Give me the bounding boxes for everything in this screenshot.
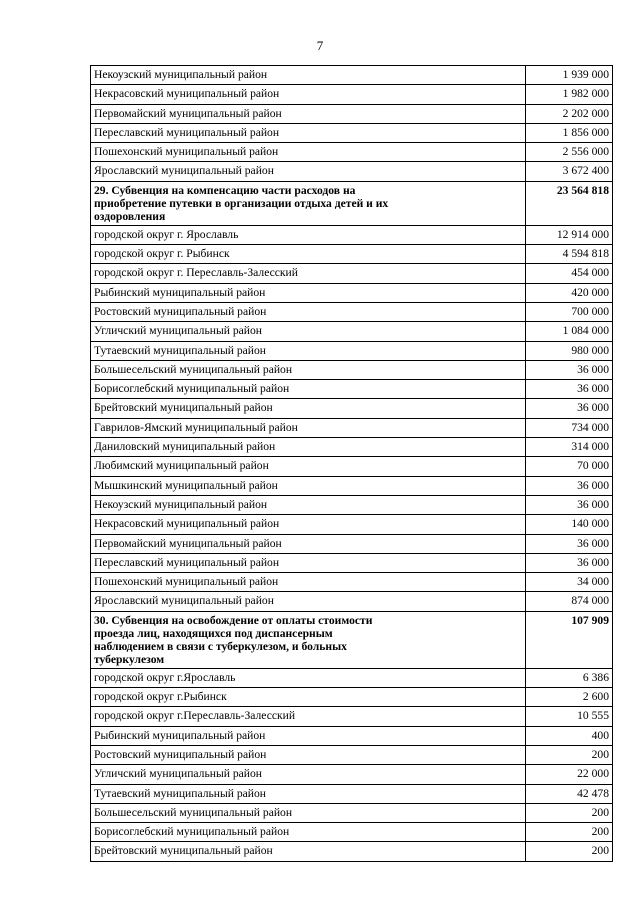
amount-value: 2 202 000 (526, 104, 613, 123)
district-name: Борисоглебский муниципальный район (91, 823, 526, 842)
amount-value: 42 478 (526, 784, 613, 803)
amount-value: 1 982 000 (526, 85, 613, 104)
amount-value: 10 555 (526, 707, 613, 726)
table-row (91, 668, 613, 687)
district-name: Пошехонский муниципальный район (91, 143, 526, 162)
district-name: Пошехонский муниципальный район (91, 573, 526, 592)
table-row (91, 85, 613, 104)
table-row (91, 341, 613, 360)
district-name: Даниловский муниципальный район (91, 438, 526, 457)
district-name: Первомайский муниципальный район (91, 104, 526, 123)
table-row (91, 245, 613, 264)
district-name: Переславский муниципальный район (91, 553, 526, 572)
district-name: Брейтовский муниципальный район (91, 399, 526, 418)
amount-value: 2 556 000 (526, 143, 613, 162)
amount-value: 400 (526, 726, 613, 745)
table-row (91, 302, 613, 321)
amount-value: 36 000 (526, 399, 613, 418)
district-name: Некоузский муниципальный район (91, 66, 526, 85)
section-title: 29. Субвенция на компенсацию части расходов на приобретение путевки в организации отдыха детей и их оздоровления (91, 181, 526, 225)
amount-value: 36 000 (526, 476, 613, 495)
table-row (91, 553, 613, 572)
district-name: Угличский муниципальный район (91, 322, 526, 341)
amount-value: 22 000 (526, 765, 613, 784)
district-name: Тутаевский муниципальный район (91, 784, 526, 803)
amount-value: 734 000 (526, 418, 613, 437)
table-row (91, 803, 613, 822)
table-row (91, 495, 613, 514)
district-name: Борисоглебский муниципальный район (91, 380, 526, 399)
district-name: Гаврилов-Ямский муниципальный район (91, 418, 526, 437)
district-name: Переславский муниципальный район (91, 123, 526, 142)
table-row (91, 418, 613, 437)
table-row (91, 573, 613, 592)
amount-value: 420 000 (526, 283, 613, 302)
subvention-table (90, 65, 613, 862)
amount-value: 200 (526, 803, 613, 822)
table-row (91, 765, 613, 784)
table-row (91, 123, 613, 142)
table-row (91, 707, 613, 726)
table-row (91, 726, 613, 745)
section-title: 30. Субвенция на освобождение от оплаты стоимости проезда лиц, находящихся под диспансерным наблюдением в связи с туберкулезом, и больных туберкулезом (91, 611, 526, 668)
amount-value: 200 (526, 745, 613, 764)
amount-value: 874 000 (526, 592, 613, 611)
amount-value: 454 000 (526, 264, 613, 283)
section-total: 107 909 (526, 611, 613, 668)
district-name: городской округ г.Ярославль (91, 668, 526, 687)
amount-value: 36 000 (526, 360, 613, 379)
table-row (91, 842, 613, 861)
district-name: Некоузский муниципальный район (91, 495, 526, 514)
table-row (91, 476, 613, 495)
table-row (91, 688, 613, 707)
district-name: Ростовский муниципальный район (91, 745, 526, 764)
district-name: Любимский муниципальный район (91, 457, 526, 476)
table-row (91, 438, 613, 457)
district-name: городской округ г.Рыбинск (91, 688, 526, 707)
page-number: 7 (316, 38, 324, 53)
section-total: 23 564 818 (526, 181, 613, 225)
district-name: Рыбинский муниципальный район (91, 283, 526, 302)
table-row (91, 515, 613, 534)
amount-value: 140 000 (526, 515, 613, 534)
district-name: Ростовский муниципальный район (91, 302, 526, 321)
amount-value: 1 939 000 (526, 66, 613, 85)
table-row (91, 380, 613, 399)
amount-value: 1 084 000 (526, 322, 613, 341)
table-row (91, 162, 613, 181)
amount-value: 314 000 (526, 438, 613, 457)
table-row (91, 534, 613, 553)
table-row (91, 399, 613, 418)
amount-value: 4 594 818 (526, 245, 613, 264)
table-row (91, 823, 613, 842)
amount-value: 3 672 400 (526, 162, 613, 181)
amount-value: 2 600 (526, 688, 613, 707)
table-row (91, 66, 613, 85)
amount-value: 980 000 (526, 341, 613, 360)
amount-value: 1 856 000 (526, 123, 613, 142)
amount-value: 36 000 (526, 495, 613, 514)
table-row (91, 322, 613, 341)
table-row (91, 592, 613, 611)
table-row (91, 784, 613, 803)
district-name: Ярославский муниципальный район (91, 162, 526, 181)
amount-value: 6 386 (526, 668, 613, 687)
district-name: Первомайский муниципальный район (91, 534, 526, 553)
section-header-row (91, 611, 613, 668)
district-name: Некрасовский муниципальный район (91, 85, 526, 104)
amount-value: 12 914 000 (526, 225, 613, 244)
amount-value: 36 000 (526, 534, 613, 553)
table-row (91, 283, 613, 302)
district-name: Большесельский муниципальный район (91, 360, 526, 379)
district-name: городской округ г. Ярославль (91, 225, 526, 244)
district-name: Брейтовский муниципальный район (91, 842, 526, 861)
district-name: городской округ г. Рыбинск (91, 245, 526, 264)
amount-value: 200 (526, 823, 613, 842)
amount-value: 36 000 (526, 553, 613, 572)
table-row (91, 264, 613, 283)
table-row (91, 104, 613, 123)
district-name: городской округ г.Переславль-Залесский (91, 707, 526, 726)
district-name: Ярославский муниципальный район (91, 592, 526, 611)
amount-value: 34 000 (526, 573, 613, 592)
amount-value: 70 000 (526, 457, 613, 476)
table-row (91, 225, 613, 244)
district-name: городской округ г. Переславль-Залесский (91, 264, 526, 283)
district-name: Угличский муниципальный район (91, 765, 526, 784)
table-row (91, 457, 613, 476)
section-header-row (91, 181, 613, 225)
amount-value: 36 000 (526, 380, 613, 399)
district-name: Большесельский муниципальный район (91, 803, 526, 822)
table-row (91, 745, 613, 764)
district-name: Мышкинский муниципальный район (91, 476, 526, 495)
amount-value: 200 (526, 842, 613, 861)
district-name: Некрасовский муниципальный район (91, 515, 526, 534)
table-row (91, 360, 613, 379)
district-name: Рыбинский муниципальный район (91, 726, 526, 745)
table-body (91, 66, 613, 862)
amount-value: 700 000 (526, 302, 613, 321)
table-row (91, 143, 613, 162)
district-name: Тутаевский муниципальный район (91, 341, 526, 360)
